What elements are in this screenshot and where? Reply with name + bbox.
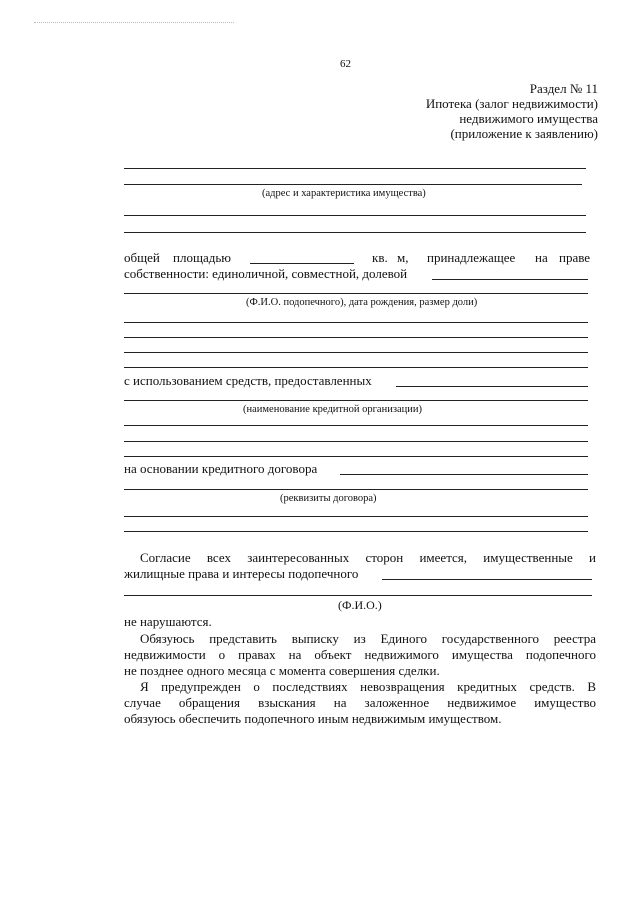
area-word-3: принадлежащее	[427, 250, 516, 265]
fill-line	[124, 489, 588, 490]
area-unit-2: м,	[397, 250, 409, 265]
warn-line-1: Я предупрежден о последствиях невозвращения кредитных средств. В	[140, 679, 596, 694]
doc-title: Ипотека (залог недвижимости)	[425, 96, 598, 111]
oblige-line-3: не позднее одного месяца с момента совершения сделки.	[124, 663, 440, 678]
section-number: Раздел № 11	[529, 81, 598, 96]
consent-fill	[382, 579, 592, 580]
fill-line	[124, 441, 588, 442]
fill-line	[124, 293, 588, 294]
area-unit: кв.	[372, 250, 388, 265]
consent-line-1: Согласие всех заинтересованных сторон имеется, имущественные и	[140, 550, 596, 565]
fill-line	[124, 184, 582, 185]
fill-line	[124, 456, 588, 457]
warn-line-2: случае обращения взыскания на заложенное недвижимое имущество	[124, 695, 596, 710]
funds-fill	[396, 386, 588, 387]
page-number: 62	[340, 58, 351, 70]
caption-property: (адрес и характеристика имущества)	[262, 188, 426, 199]
contract-text: на основании кредитного договора	[124, 461, 318, 476]
oblige-line-1: Обязуюсь представить выписку из Единого государственного реестра	[140, 631, 596, 646]
area-word-4: на	[535, 250, 548, 265]
fill-line	[124, 531, 588, 532]
fill-line	[124, 322, 588, 323]
ownership-text: собственности: единоличной, совместной, долевой	[124, 266, 408, 281]
fill-line	[124, 215, 586, 216]
caption-ward: (Ф.И.О. подопечного), дата рождения, размер доли)	[246, 297, 478, 308]
consent-line-3: не нарушаются.	[124, 614, 212, 629]
scan-artifact	[34, 22, 234, 23]
fill-line	[124, 352, 588, 353]
fill-line	[124, 367, 588, 368]
area-word-2: площадью	[173, 250, 231, 265]
fill-line	[124, 232, 586, 233]
funds-text: с использованием средств, предоставленных	[124, 373, 372, 388]
warn-line-3: обязуюсь обеспечить подопечного иным недвижимым имуществом.	[124, 711, 502, 726]
caption-contract: (реквизиты договора)	[280, 493, 377, 504]
doc-note: (приложение к заявлению)	[450, 126, 598, 141]
caption-fio: (Ф.И.О.)	[338, 598, 382, 612]
doc-subtitle: недвижимого имущества	[459, 111, 598, 126]
fill-line	[124, 595, 592, 596]
area-word-5: праве	[559, 250, 591, 265]
contract-fill	[340, 474, 588, 475]
ownership-fill	[432, 279, 588, 280]
fill-line	[124, 516, 588, 517]
fill-line	[124, 337, 588, 338]
fill-line	[124, 168, 586, 169]
area-word-1: общей	[124, 250, 160, 265]
caption-bank: (наименование кредитной организации)	[243, 404, 422, 415]
fill-line	[124, 425, 588, 426]
area-fill	[250, 263, 354, 264]
fill-line	[124, 400, 588, 401]
oblige-line-2: недвижимости о правах на объект недвижимого имущества подопечного	[124, 647, 596, 662]
consent-line-2: жилищные права и интересы подопечного	[124, 566, 359, 581]
